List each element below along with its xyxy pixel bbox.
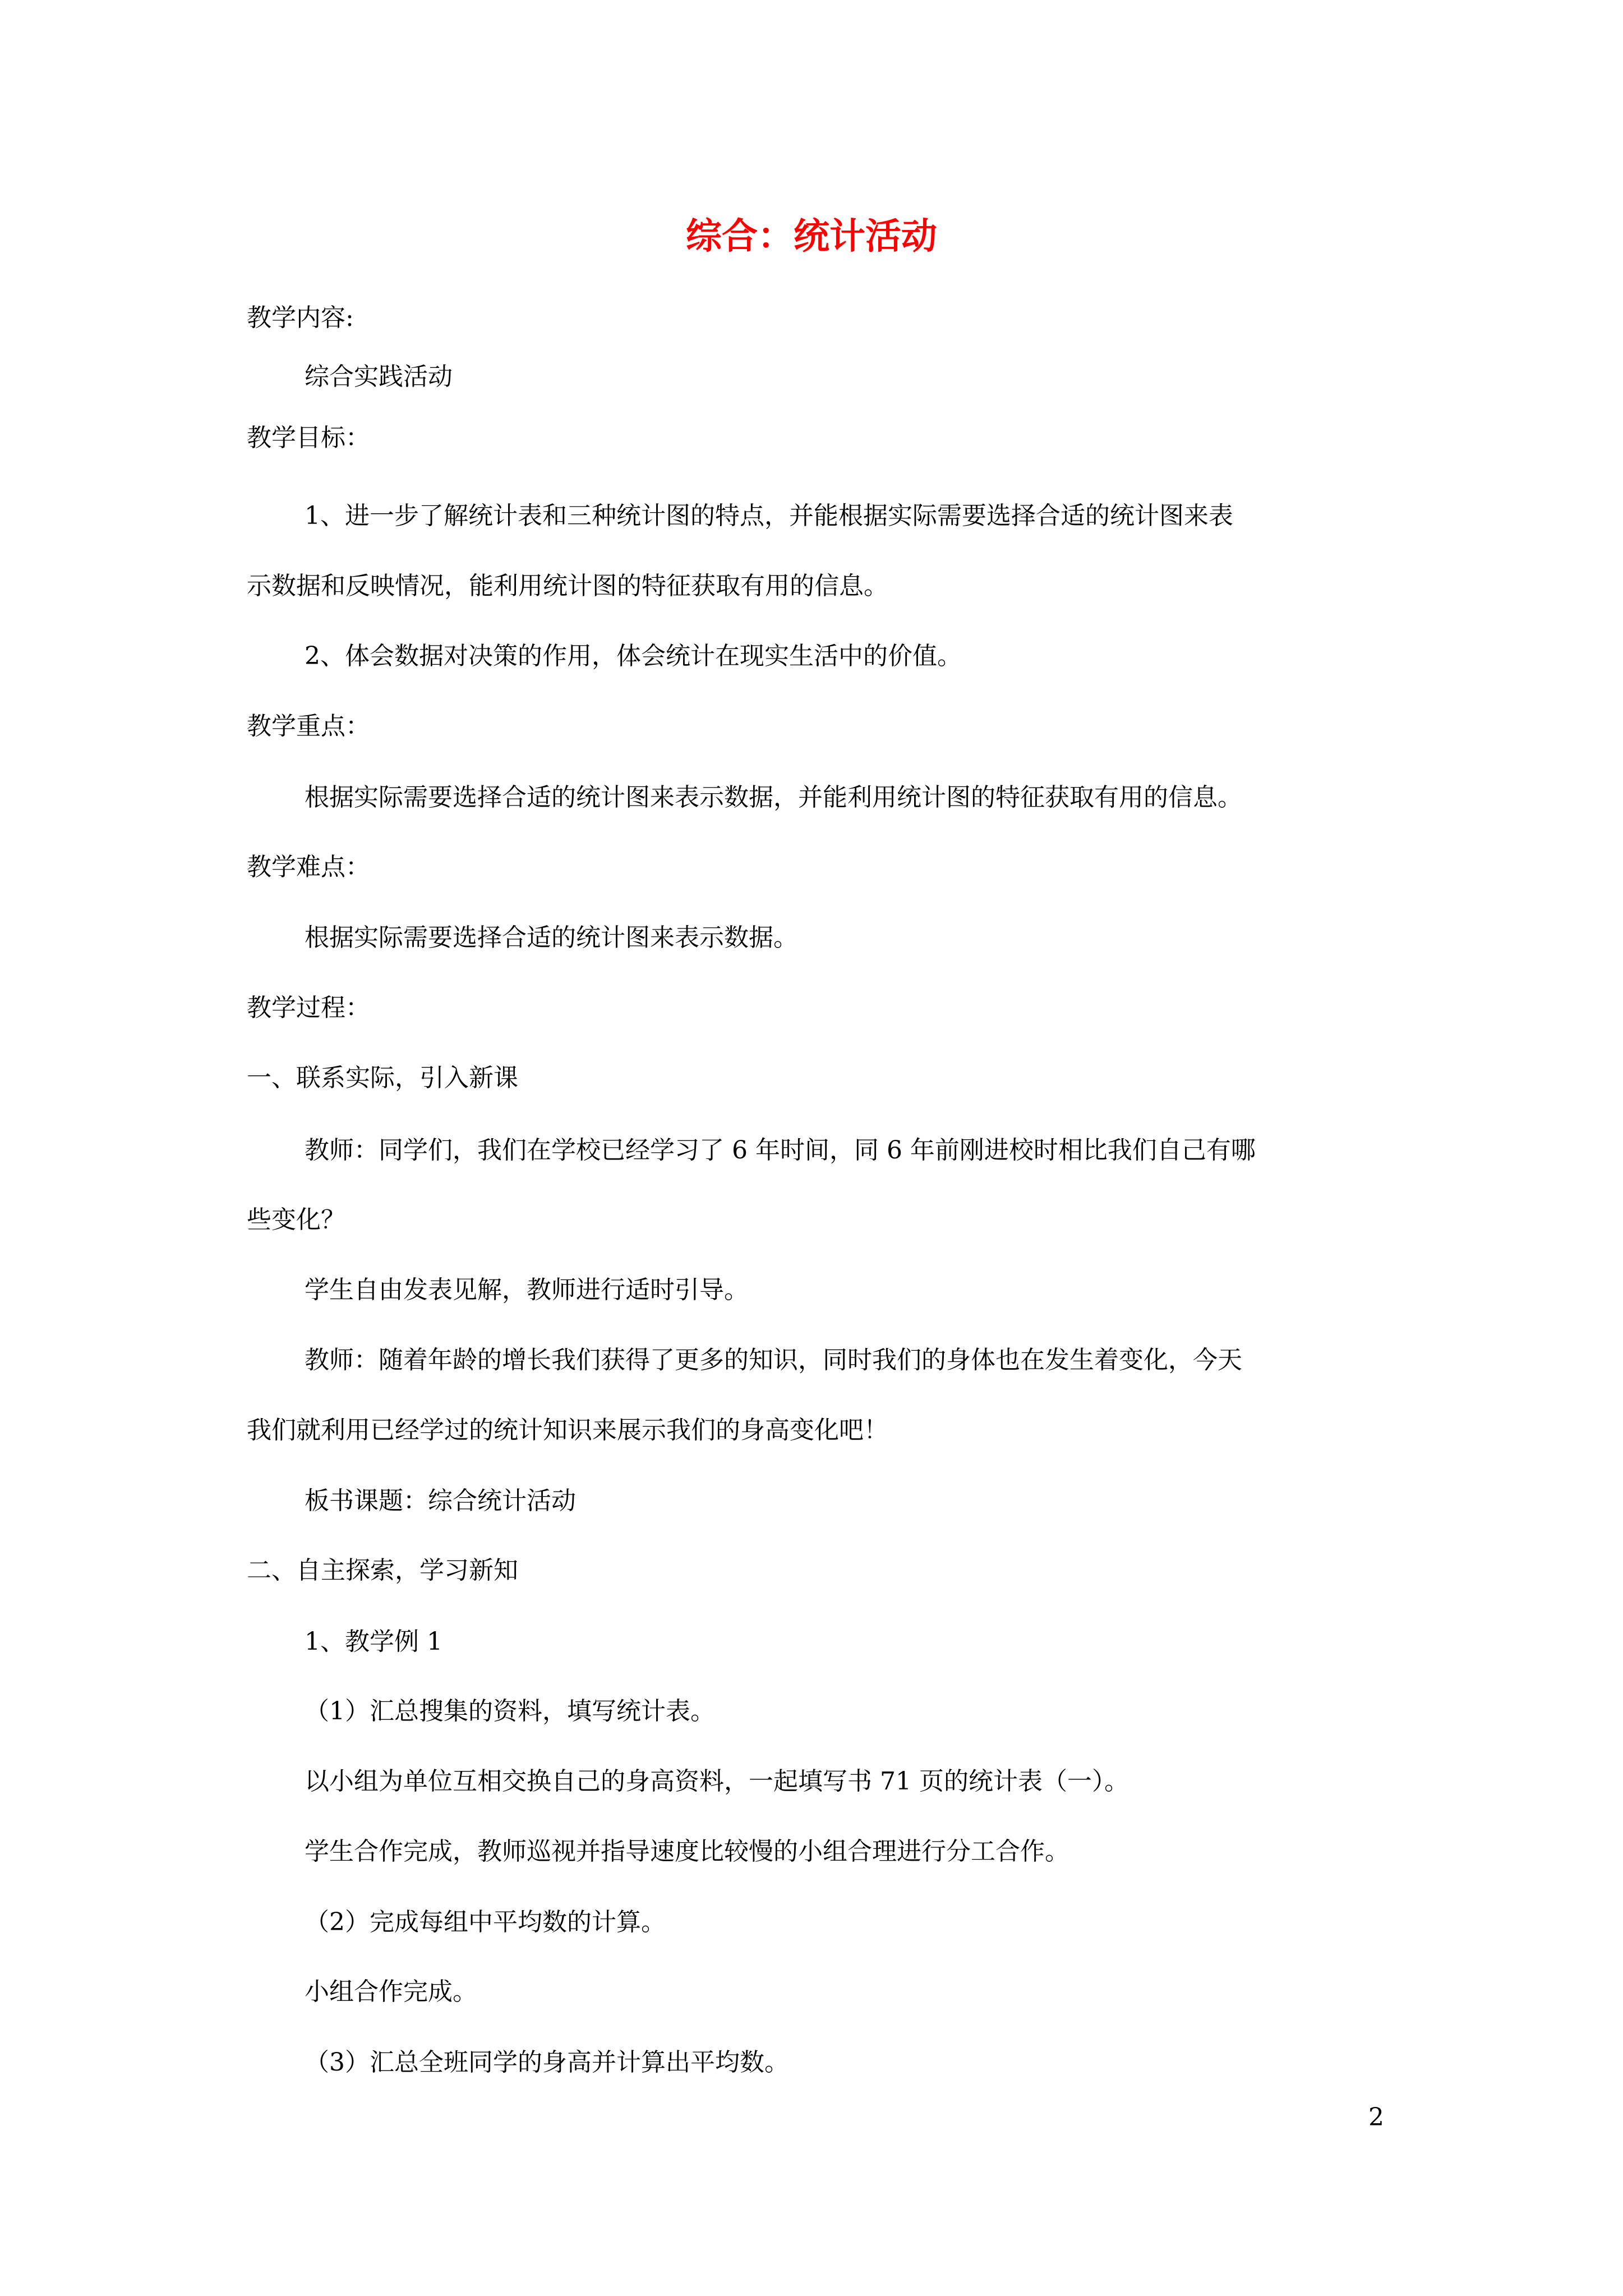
subsection-heading: 二、自主探索，学习新知 bbox=[247, 1556, 518, 1585]
section-heading-goals: 教学目标： bbox=[247, 424, 370, 452]
paragraph: 以小组为单位互相交换自己的身高资料，一起填写书 71 页的统计表（一）。 bbox=[305, 1767, 1129, 1796]
paragraph: 小组合作完成。 bbox=[305, 1977, 477, 2006]
paragraph: 根据实际需要选择合适的统计图来表示数据，并能利用统计图的特征获取有用的信息。 bbox=[305, 783, 1242, 812]
paragraph: 学生合作完成，教师巡视并指导速度比较慢的小组合理进行分工合作。 bbox=[305, 1837, 1069, 1866]
subsection-heading: 一、联系实际，引入新课 bbox=[247, 1064, 518, 1092]
paragraph: 1、教学例 1 bbox=[305, 1627, 442, 1656]
paragraph-continuation: 示数据和反映情况，能利用统计图的特征获取有用的信息。 bbox=[247, 572, 888, 600]
page-number: 2 bbox=[1368, 2103, 1384, 2132]
paragraph: 教师：随着年龄的增长我们获得了更多的知识，同时我们的身体也在发生着变化，今天 bbox=[305, 1346, 1242, 1374]
section-heading-content: 教学内容: bbox=[247, 303, 354, 332]
paragraph: 根据实际需要选择合适的统计图来表示数据。 bbox=[305, 923, 798, 952]
paragraph: 2、体会数据对决策的作用，体会统计在现实生活中的价值。 bbox=[305, 642, 962, 670]
section-heading-process: 教学过程： bbox=[247, 993, 370, 1022]
paragraph: 1、进一步了解统计表和三种统计图的特点，并能根据实际需要选择合适的统计图来表 bbox=[305, 501, 1233, 530]
paragraph: 综合实践活动 bbox=[305, 362, 453, 391]
paragraph-continuation: 我们就利用已经学过的统计知识来展示我们的身高变化吧！ bbox=[247, 1416, 888, 1444]
paragraph: 教师：同学们，我们在学校已经学习了 6 年时间，同 6 年前刚进校时相比我们自己有哪 bbox=[305, 1136, 1256, 1165]
document-title: 综合：统计活动 bbox=[686, 215, 937, 257]
paragraph: （1）汇总搜集的资料，填写统计表。 bbox=[305, 1697, 715, 1726]
section-heading-difficulties: 教学难点： bbox=[247, 853, 370, 881]
paragraph: 学生自由发表见解，教师进行适时引导。 bbox=[305, 1276, 749, 1304]
section-heading-key-points: 教学重点： bbox=[247, 712, 370, 740]
paragraph-continuation: 些变化？ bbox=[247, 1205, 345, 1234]
paragraph: （3）汇总全班同学的身高并计算出平均数。 bbox=[305, 2048, 789, 2077]
paragraph: （2）完成每组中平均数的计算。 bbox=[305, 1908, 666, 1936]
paragraph: 板书课题：综合统计活动 bbox=[305, 1487, 576, 1515]
